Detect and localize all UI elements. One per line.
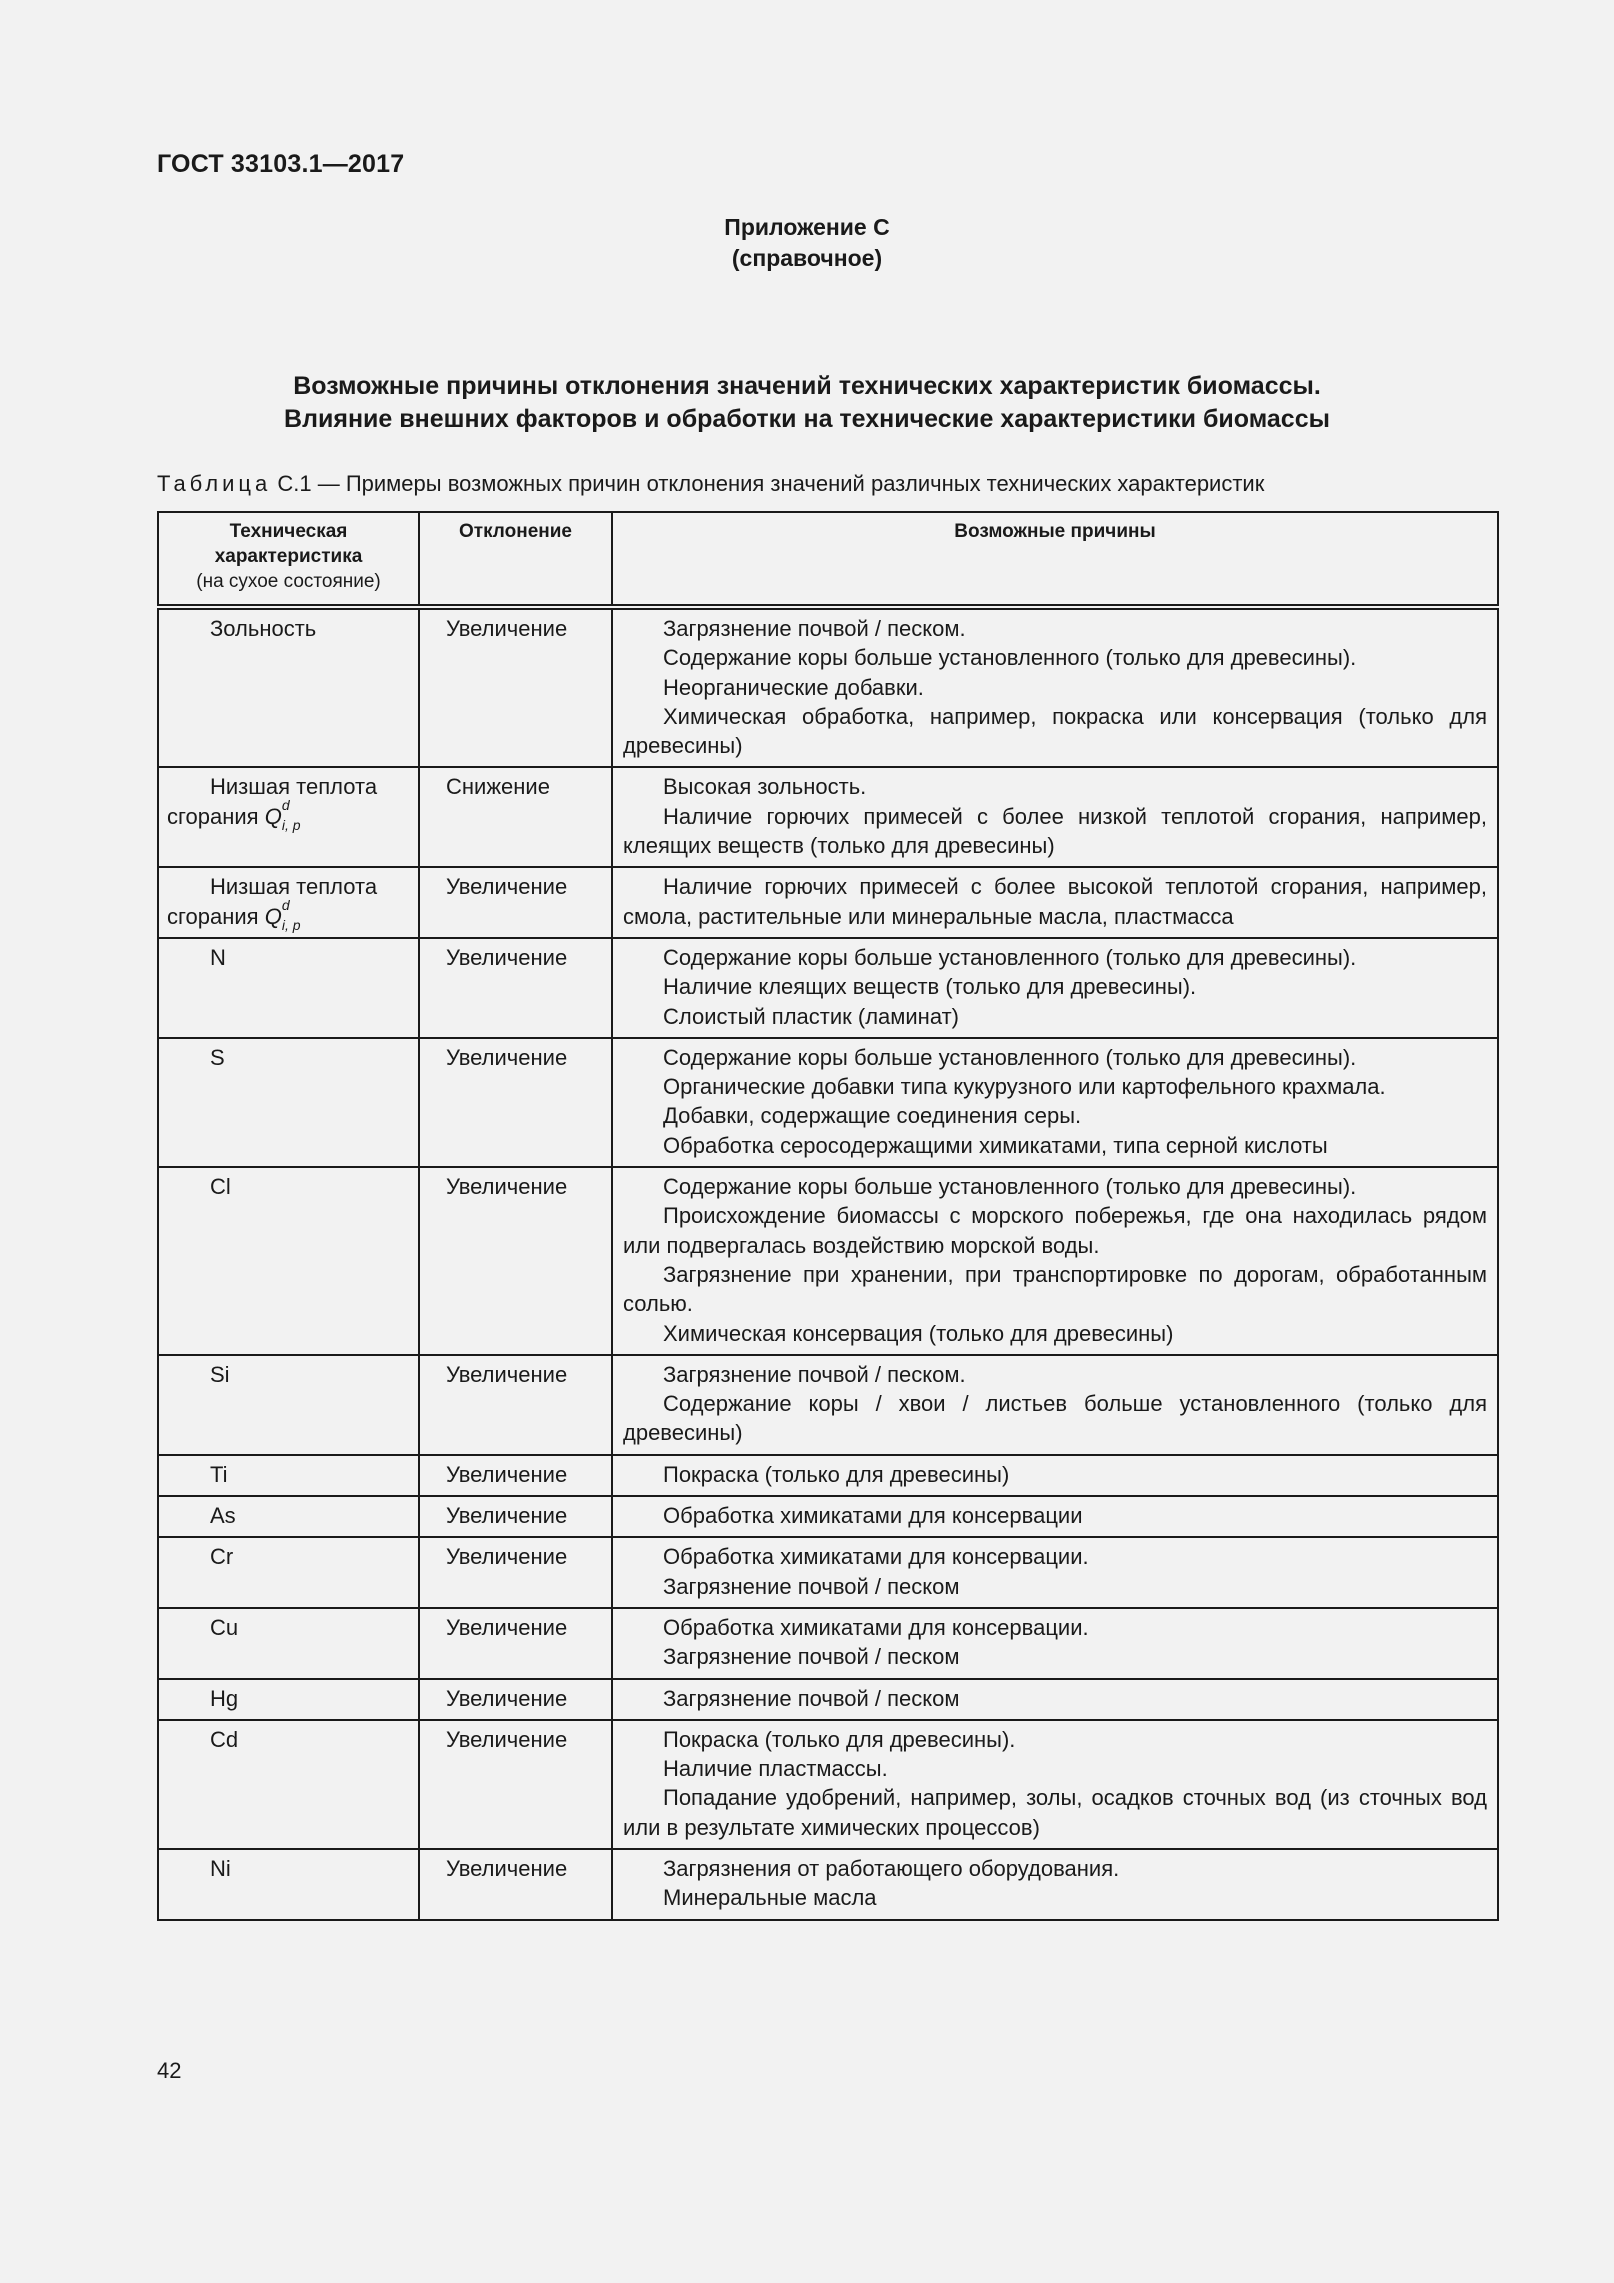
cell-deviation: Увеличение — [419, 1355, 612, 1455]
cell-characteristic — [158, 1167, 419, 1355]
characteristic-label-line-2: сгорания — [167, 903, 259, 929]
cell-deviation: Увеличение — [419, 938, 612, 1038]
table-row — [158, 867, 1498, 938]
cell-deviation: Увеличение — [419, 1496, 612, 1537]
symbol-base: Q — [264, 803, 282, 829]
cell-causes — [612, 1679, 1498, 1720]
table-row — [158, 1167, 1498, 1355]
cell-characteristic — [158, 1537, 419, 1608]
cell-deviation: Увеличение — [419, 1608, 612, 1679]
cell-deviation: Увеличение — [419, 1167, 612, 1355]
cell-characteristic — [158, 1038, 419, 1167]
table-row — [158, 767, 1498, 867]
characteristic-label: Si — [210, 1361, 230, 1387]
cause-item: Наличие клеящих веществ (только для древесины). — [663, 974, 1197, 1000]
cause-item: Наличие горючих примесей с более низкой теплотой сгорания, например, клеящих веществ (только для древесины) — [623, 803, 1487, 859]
cell-characteristic — [158, 1679, 419, 1720]
characteristic-label: Cd — [210, 1726, 239, 1752]
cell-causes — [612, 1849, 1498, 1920]
cell-deviation: Увеличение — [419, 607, 612, 767]
table-row — [158, 1849, 1498, 1920]
characteristic-label: Cu — [210, 1614, 239, 1640]
cause-item: Минеральные масла — [663, 1885, 877, 1911]
cause-item: Покраска (только для древесины) — [663, 1461, 1010, 1487]
cause-item: Загрязнение почвой / песком. — [663, 616, 966, 641]
cause-item: Загрязнения от работающего оборудования. — [663, 1855, 1120, 1881]
cause-item: Обработка химикатами для консервации — [663, 1503, 1083, 1529]
symbol-superscript: d — [281, 796, 290, 813]
characteristic-label: N — [210, 944, 226, 970]
characteristic-label: S — [210, 1044, 225, 1070]
cause-item: Загрязнение почвой / песком — [663, 1644, 960, 1670]
cause-item: Наличие горючих примесей с более высокой теплотой сгорания, например, смола, растительные или минеральные масла, пластмасса — [623, 874, 1487, 929]
cause-item: Содержание коры больше установленного (только для древесины). — [663, 1044, 1357, 1070]
cell-deviation: Увеличение — [419, 867, 612, 938]
table-row — [158, 1720, 1498, 1849]
cause-item: Обработка химикатами для консервации. — [663, 1544, 1089, 1570]
cell-characteristic — [158, 1720, 419, 1849]
table-header-row — [158, 512, 1498, 607]
cause-item: Содержание коры больше установленного (только для древесины). — [663, 645, 1357, 671]
cell-causes — [612, 938, 1498, 1038]
cause-item: Загрязнение почвой / песком — [663, 1685, 960, 1711]
cell-deviation: Увеличение — [419, 1038, 612, 1167]
table-row — [158, 607, 1498, 767]
cell-characteristic — [158, 1496, 419, 1537]
appendix-note: (справочное) — [731, 245, 883, 271]
cell-characteristic — [158, 1608, 419, 1679]
table-caption-text: С.1 — Примеры возможных причин отклонения значений различных технических характеристик — [271, 471, 1265, 496]
cell-deviation: Увеличение — [419, 1455, 612, 1496]
cell-causes — [612, 607, 1498, 767]
table-row — [158, 1537, 1498, 1608]
cell-characteristic — [158, 938, 419, 1038]
table-row — [158, 938, 1498, 1038]
cause-item: Наличие пластмассы. — [663, 1756, 888, 1782]
cell-characteristic — [158, 767, 419, 867]
cell-causes — [612, 1455, 1498, 1496]
cause-item: Содержание коры / хвои / листьев больше установленного (только для древесины) — [623, 1391, 1487, 1446]
cause-item: Добавки, содержащие соединения серы. — [663, 1103, 1082, 1129]
symbol-base: Q — [264, 903, 282, 929]
characteristic-label-line-1: Низшая теплота — [210, 874, 378, 900]
table-row — [158, 1608, 1498, 1679]
header-characteristic — [158, 512, 419, 607]
cause-item: Обработка химикатами для консервации. — [663, 1614, 1089, 1640]
cell-deviation: Увеличение — [419, 1849, 612, 1920]
cause-item: Попадание удобрений, например, золы, осадков сточных вод (из сточных вод или в результате химических процессов) — [623, 1785, 1487, 1840]
cell-causes — [612, 867, 1498, 938]
table-row — [158, 1455, 1498, 1496]
page-number: 42 — [157, 2058, 182, 2083]
cause-item: Органические добавки типа кукурузного или картофельного крахмала. — [663, 1074, 1386, 1100]
characteristic-label: Hg — [210, 1685, 239, 1711]
cell-causes — [612, 1038, 1498, 1167]
cause-item: Загрязнение почвой / песком — [663, 1573, 960, 1599]
cell-characteristic — [158, 607, 419, 767]
cause-item: Химическая консервация (только для древесины) — [663, 1320, 1174, 1346]
characteristic-label: Cr — [210, 1544, 234, 1570]
cause-item: Обработка серосодержащими химикатами, типа серной кислоты — [663, 1132, 1328, 1158]
heat-value-symbol — [264, 796, 301, 833]
cell-characteristic — [158, 1455, 419, 1496]
characteristic-label: Ni — [210, 1855, 231, 1881]
cause-item: Загрязнение при хранении, при транспортировке по дорогам, обработанным солью. — [623, 1261, 1487, 1317]
characteristic-label-line-1: Низшая теплота — [210, 774, 378, 800]
table-caption-label: Таблица — [157, 471, 272, 496]
symbol-superscript: d — [281, 896, 290, 913]
header-causes: Возможные причины — [612, 512, 1498, 607]
cause-item: Загрязнение почвой / песком. — [663, 1361, 966, 1387]
characteristic-label: Зольность — [210, 616, 317, 641]
header-characteristic-line-2: характеристика — [214, 546, 363, 567]
symbol-subscript: i, p — [281, 916, 301, 933]
table-caption — [157, 468, 1264, 500]
heat-value-symbol — [264, 896, 301, 933]
cell-deviation: Увеличение — [419, 1679, 612, 1720]
causes-table — [157, 511, 1499, 1921]
section-title-line-1: Возможные причины отклонения значений технических характеристик биомассы. — [293, 372, 1321, 400]
section-title — [0, 370, 1614, 436]
cell-causes — [612, 1608, 1498, 1679]
appendix-title: Приложение С — [724, 214, 890, 240]
header-characteristic-line-1: Техническая — [229, 521, 348, 542]
characteristic-label: As — [210, 1503, 236, 1529]
cell-deviation: Увеличение — [419, 1720, 612, 1849]
cause-item: Содержание коры больше установленного (только для древесины). — [663, 944, 1357, 970]
cell-causes — [612, 1537, 1498, 1608]
characteristic-label: Cl — [210, 1174, 231, 1200]
cell-characteristic — [158, 1355, 419, 1455]
header-deviation: Отклонение — [419, 512, 612, 607]
symbol-subscript: i, p — [281, 816, 301, 833]
cell-causes — [612, 1496, 1498, 1537]
table-row — [158, 1355, 1498, 1455]
section-title-line-2: Влияние внешних факторов и обработки на технические характеристики биомассы — [284, 405, 1330, 433]
cell-characteristic — [158, 867, 419, 938]
standard-code: ГОСТ 33103.1—2017 — [157, 150, 405, 178]
cause-item: Неорганические добавки. — [663, 674, 924, 700]
table-row — [158, 1038, 1498, 1167]
cause-item: Химическая обработка, например, покраска или консервация (только для древесины) — [623, 703, 1487, 759]
cell-deviation: Увеличение — [419, 1537, 612, 1608]
cell-causes — [612, 1355, 1498, 1455]
cause-item: Покраска (только для древесины). — [663, 1726, 1016, 1752]
cause-item: Высокая зольность. — [663, 774, 867, 800]
table-row — [158, 1496, 1498, 1537]
cause-item: Содержание коры больше установленного (только для древесины). — [663, 1174, 1357, 1200]
cell-characteristic — [158, 1849, 419, 1920]
table-row — [158, 1679, 1498, 1720]
characteristic-label-line-2: сгорания — [167, 803, 259, 829]
cell-causes — [612, 1720, 1498, 1849]
appendix-heading — [0, 212, 1614, 274]
header-characteristic-note: (на сухое состояние) — [196, 571, 381, 592]
cell-causes — [612, 767, 1498, 867]
cell-causes — [612, 1167, 1498, 1355]
cause-item: Слоистый пластик (ламинат) — [663, 1003, 959, 1029]
cause-item: Происхождение биомассы с морского побережья, где она находилась рядом или подвергалась воздействию морской воды. — [623, 1203, 1487, 1258]
characteristic-label: Ti — [210, 1461, 228, 1487]
cell-deviation: Снижение — [419, 767, 612, 867]
